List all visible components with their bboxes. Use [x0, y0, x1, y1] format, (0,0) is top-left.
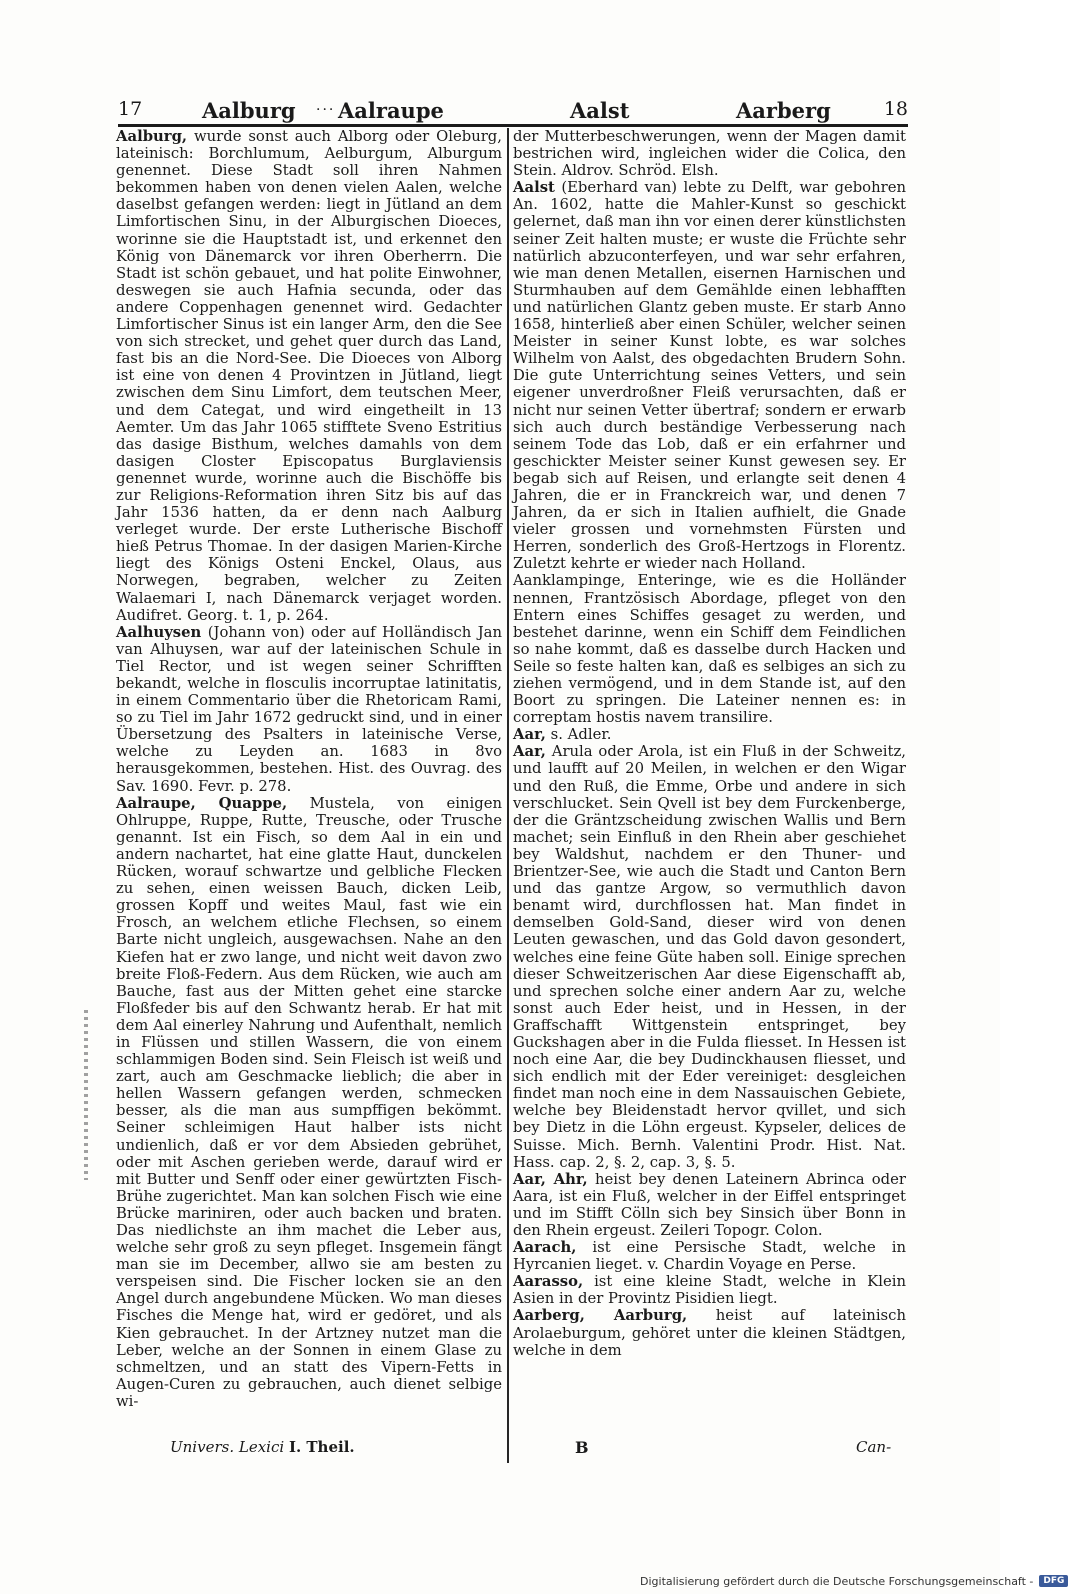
entry-aalst: [513, 179, 906, 572]
entry-aar-river: [513, 743, 906, 1170]
header-catchword-1: Aalburg: [202, 98, 296, 123]
running-header: [118, 92, 908, 126]
entry-lemma: Aalraupe, Quappe,: [116, 794, 288, 812]
signature-part: I. Theil.: [288, 1438, 355, 1456]
entry-aarach: [513, 1239, 906, 1273]
entry-lemma: Aarasso,: [513, 1273, 584, 1291]
right-column: [513, 128, 906, 1359]
entry-lemma: Aalhuysen: [116, 623, 202, 641]
signature-prefix: Univers. Lexici: [170, 1438, 285, 1456]
entry-text: ist eine Persische Stadt, welche in Hyrcanien lieget. v. Chardin Voyage en Perse.: [513, 1239, 906, 1274]
entry-lemma: Aar,: [513, 726, 546, 744]
entry-lemma: Aalst: [513, 179, 555, 197]
entry-aanklampinge: [513, 572, 906, 726]
header-rule: [118, 124, 908, 127]
entry-aarasso: [513, 1273, 906, 1307]
page-number-right: 18: [883, 98, 908, 120]
entry-aar-adler: [513, 726, 906, 743]
entry-text: heist auf lateinisch Arolaeburgum, gehöret unter die kleinen Städtgen, welche in dem: [513, 1307, 906, 1359]
entry-continuation: [513, 128, 906, 179]
entry-lemma: Aarach,: [513, 1239, 577, 1257]
entry-lemma: Aalburg,: [116, 128, 188, 145]
header-catchword-4: Aarberg: [736, 98, 831, 123]
margin-mark: [84, 1010, 88, 1180]
entry-text: Aanklampinge, Enteringe, wie es die Holländer nennen, Frantzösisch Abordage, pfleget von den Entern eines Schiffes gesaget zu werden, und bestehet darinne, wenn ein Schiff dem Feindlichen so nahe kommt, daß es dasselbe durch Hacken und Seile so feste halten kan, daß es selbiges an sich zu ziehen vermögend, und in dem Stande ist, auf den Boort zu springen. Die Lateiner nennen es: in correptam hostis navem transilire.: [513, 572, 906, 727]
page-number-left: 17: [118, 98, 143, 120]
sheet-signature: B: [575, 1438, 589, 1457]
entry-lemma: Aarberg, Aarburg,: [513, 1307, 688, 1325]
entry-text: (Eberhard van) lebte zu Delft, war gebohren An. 1602, hatte die Mahler-Kunst so geschickt gelernet, daß man ihn vor einen derer künstlichsten seiner Zeit halten muste; er wuste die Früchte sehr natürlich abzuconterfeyen, und war sehr erfahren, wie man denen Metallen, eisernen Harnischen und Sturmhauben auf dem Gemählde einen lebhafften und natürlichen Glantz geben muste. Er starb Anno 1658, hinterließ aber einen Schüler, welcher seinen Meister in seiner Kunst lobte, es war solches Wilhelm von Aalst, des obgedachten Brudern Sohn. Die gute Unterrichtung seines Vetters, und sein eigener unverdroßner Fleiß verursachten, daß er nicht nur seinen Vetter übertraf; sondern er erwarb sich auch durch beständige Verbesserung nach seinem Tode das Lob, daß er ein erfahrner und geschickter Meister seiner Kunst gewesen sey. Er begab sich auf Reisen, und erlangte seit denen 4 Jahren, die er in Franckreich war, und denen 7 Jahren, da er sich in Italien aufhielt, die Gnade vieler grossen und vornehmsten Fürsten und Herren, sonderlich des Groß-Hertzogs in Florentz. Zuletzt kehrte er wieder nach Holland.: [513, 179, 906, 573]
catchword: Can-: [856, 1438, 892, 1456]
entry-aar-ahr: [513, 1171, 906, 1239]
entry-lemma: Aar, Ahr,: [513, 1170, 588, 1188]
entry-text: Arula oder Arola, ist ein Fluß in der Schweitz, und laufft auf 20 Meilen, in welchen er den Wigar und den Ruß, die Emme, Orbe und andere in sich verschlucket. Sein Qvell ist bey dem Furckenberge, der die Gräntzscheidung zwischen Wallis und Bern machet; sein Einfluß in den Rhein aber geschiehet bey Waldshut, nachdem er den Thuner- und Brientzer-See, wie auch die Stadt und Canton Bern und das gantze Argow, so vermuthlich davon benamt wird, durchflossen hat. Man findet in demselben Gold-Sand, dieser wird von denen Leuten gewaschen, und das Gold davon gesondert, welches eine feine Güte haben soll. Einige sprechen dieser Schweitzerischen Aar diese Eigenschafft ab, und sprechen solche einer andern Aar zu, welche sonst auch Eder heist, und in Hessen, in der Graffschafft Wittgenstein entspringet, bey Guckshagen aber in die Fulda fliesset. In Hessen ist noch eine Aar, die bey Dudinckhausen fliesset, und sich endlich mit der Eder vereiniget: desgleichen findet man noch eine in dem Nassauischen Gebiete, welche bey Bleidenstadt hervor qvillet, und sich bey Dietz in die Löhn ergeust. Kypseler, delices de Suisse. Mich. Bernh. Valentini Prodr. Hist. Nat. Hass. cap. 2, §. 2, cap. 3, §. 5.: [513, 743, 906, 1171]
header-catchword-3: Aalst: [570, 98, 630, 123]
left-column: [116, 128, 502, 1410]
header-catchword-2: Aalraupe: [338, 98, 444, 123]
entry-text: s. Adler.: [550, 726, 612, 744]
signature-line: [170, 1438, 355, 1456]
entry-text: ist eine kleine Stadt, welche in Klein Asien in der Provintz Pisidien liegt.: [513, 1273, 906, 1308]
entry-text: (Johann von) oder auf Holländisch Jan van Alhuysen, war auf der lateinischen Schule in Tiel Rector, und ist wegen seiner Schrifften bekandt, welche in flosculis incorruptae latinitatis, in einem Commentario über die Rhetoricam Rami, so zu Tiel im Jahr 1672 gedruckt sind, und in einer Übersetzung des Psalters in lateinische Verse, welche zu Leyden an. 1683 in 8vo herausgekommen, bestehen. Hist. des Ouvrag. des Sav. 1690. Fevr. p. 278.: [116, 623, 502, 795]
digitization-text: Digitalisierung gefördert durch die Deutsche Forschungsgemeinschaft -: [640, 1574, 1034, 1588]
entry-text: wurde sonst auch Alborg oder Oleburg, lateinisch: Borchlumum, Aelburgum, Alburgum genennet. Diese Stadt soll ihren Nahmen bekommen haben von denen vielen Aalen, welche daselbst gefangen werden: liegt in Jütland an dem Limfortischen Sinu, in der Alburgischen Dioeces, worinne sie die Hauptstadt ist, und erkennet den König von Dänemarck vor ihren Oberherrn. Die Stadt ist schön gebauet, und hat polite Einwohner, deswegen sie auch Hafnia secunda, oder das andere Coppenhagen genennet wird. Gedachter Limfortischer Sinus ist ein langer Arm, den die See von sich strecket, und gehet quer durch das Land, fast bis an die Nord-See. Die Dioeces von Alborg ist eine von denen 4 Provintzen in Jütland, liegt zwischen dem Sinu Limfort, dem teutschen Meer, und dem Categat, und wird eingetheilt in 13 Aemter. Um das Jahr 1065 stifftete Sveno Estritius das dasige Bisthum, welches damahls von dem dasigen Closter Episcopatus Burglaviensis genennet wurde, worinne auch die Bischöffe bis zur Religions-Reformation ihren Sitz bis auf das Jahr 1536 hatten, da er denn nach Aalburg verleget wurde. Der erste Lutherische Bischoff hieß Petrus Thomae. In der dasigen Marien-Kirche liegt des Königs Osteni Enckel, Olaus, aus Norwegen, begraben, welcher zu Zeiten Walaemari I, nach Dänemarck verjaget worden. Audifret. Georg. t. 1, p. 264.: [116, 128, 502, 624]
entry-text: heist bey denen Lateinern Abrinca oder Aara, ist ein Fluß, welcher in der Eiffel entspringet und im Stifft Cölln sich bey Sinsich über Bonn in den Rhein ergeust. Zeileri Topogr. Colon.: [513, 1170, 906, 1239]
entry-aalraupe: [116, 795, 502, 1410]
entry-aalhuysen: [116, 624, 502, 795]
dfg-logo-icon: DFG: [1039, 1575, 1068, 1587]
digitization-credit: [640, 1574, 1068, 1588]
entry-aarberg: [513, 1307, 906, 1358]
entry-text: Mustela, von einigen Ohlruppe, Ruppe, Rutte, Treusche, oder Trusche genannt. Ist ein Fisch, so dem Aal in ein und andern nachartet, hat eine glatte Haut, dunckelen Rücken, worauf schwartze und gelbliche Flecken zu sehen, einen weissen Bauch, dicken Leib, grossen Kopff und weites Maul, fast wie ein Frosch, an welchem etliche Flechsen, so einem Barte nicht ungleich, ausgewachsen. Nahe an den Kiefen hat er zwo lange, und nicht weit davon zwo breite Floß-Federn. Aus dem Rücken, wie auch am Bauche, fast aus der Mitten gehet eine starcke Floßfeder bis auf den Schwantz herab. Er hat mit dem Aal einerley Nahrung und Aufenthalt, nemlich in Flüssen und stillen Wassern, die von einem schlammigen Boden sind. Sein Fleisch ist weiß und zart, auch am Geschmacke lieblich; die aber in hellen Wassern gefangen werden, schmecken besser, als die man aus sumpffigen bekömmt. Seiner schleimigen Haut halber ists nicht undienlich, daß er vor dem Absieden gebrühet, oder mit Aschen gerieben werde, darauf wird er mit Butter und Senff oder einer gewürtzten Fisch-Brühe zugerichtet. Man kan solchen Fisch wie eine Brücke mariniren, oder auch backen und braten. Das niedlichste an ihm machet die Leber aus, welche sehr groß zu seyn pfleget. Insgemein fängt man sie im December, allwo sie am besten zu verspeisen sind. Die Fischer locken sie an den Angel durch angebundene Mücken. Wo man dieses Fisches die Menge hat, wird er gedöret, und als Kien gebrauchet. In der Artzney nutzet man die Leber, welche an der Sonnen in einem Glase zu schmeltzen, und an statt des Vipern-Fetts in Augen-Curen zu gebrauchen, auch dienet selbige wi-: [116, 794, 502, 1410]
column-divider: [507, 128, 509, 1463]
entry-aalburg: [116, 128, 502, 624]
header-separator: ···: [316, 102, 336, 118]
entry-lemma: Aar,: [513, 743, 546, 761]
entry-text: der Mutterbeschwerungen, wenn der Magen damit bestrichen wird, ingleichen wider die Colica, den Stein. Aldrov. Schröd. Elsh.: [513, 128, 906, 180]
